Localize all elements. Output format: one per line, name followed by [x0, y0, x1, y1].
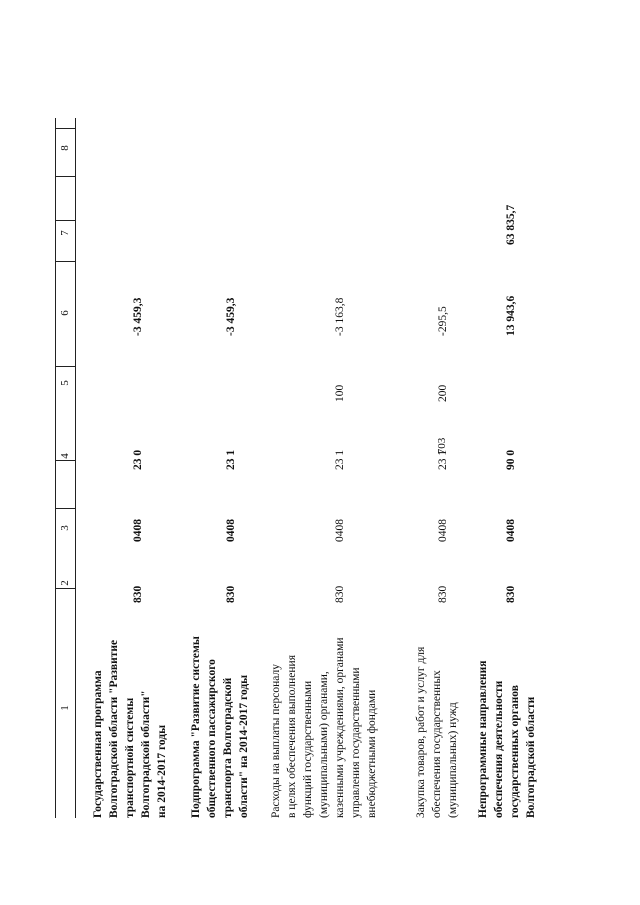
- row-1-value-6: -3 459,3: [132, 297, 144, 336]
- row-4-kind: 200: [437, 384, 449, 402]
- header-sep-8: [55, 128, 75, 129]
- header-sep-5: [55, 261, 75, 262]
- row-5-value-7: 63 835,7: [505, 204, 517, 245]
- budget-table: [55, 118, 575, 818]
- row-1-description: Государственная программа Волгоградской области "Развитие транспортной системы Волгоградской области" на 2014-2017 годы: [92, 639, 168, 818]
- row-2-section: 0408: [225, 519, 237, 542]
- row-4-code: 830: [437, 585, 449, 603]
- row-5-target: 90 0: [505, 449, 517, 470]
- row-3-target: 23 1: [334, 449, 346, 470]
- row-5-value-6: 13 943,6: [505, 295, 517, 336]
- page-number: 703: [436, 437, 448, 455]
- row-3-description: Расходы на выплаты персоналу в целях обеспечения выполнения функций государственными (муниципальными) органами, казенными учреждениями, органами управления государственными внебюджетными фондами: [270, 637, 378, 818]
- col-header-6: 6: [59, 310, 71, 316]
- header-sep-4: [55, 366, 75, 367]
- row-1-code: 830: [132, 585, 144, 603]
- header-divider: [75, 118, 76, 818]
- row-2-code: 830: [225, 585, 237, 603]
- header-sep-1: [55, 588, 75, 589]
- header-sep-2: [55, 508, 75, 509]
- header-sep-7: [55, 176, 75, 177]
- header-sep-3: [55, 460, 75, 461]
- row-2-value-6: -3 459,3: [225, 297, 237, 336]
- row-3-value-6: -3 163,8: [334, 297, 346, 336]
- table-top-border: [55, 118, 56, 818]
- row-1-target: 23 0: [132, 449, 144, 470]
- col-header-3: 3: [59, 525, 71, 531]
- row-2-description: Подпрограмма "Развитие системы общественного пассажирского транспорта Волгоградской области" на 2014-2017 годы: [190, 636, 250, 818]
- header-sep-6: [55, 220, 75, 221]
- col-header-8: 8: [59, 145, 71, 151]
- col-header-5: 5: [59, 380, 71, 386]
- row-2-target: 23 1: [225, 449, 237, 470]
- row-4-description: Закупка товаров, работ и услуг для обеспечения государственных (муниципальных) нужд: [415, 646, 459, 818]
- row-5-description: Непрограммные направления обеспечения деятельности государственных органов Волгоградской области: [477, 660, 537, 818]
- col-header-1: 1: [59, 705, 71, 711]
- col-header-2: 2: [59, 580, 71, 586]
- col-header-4: 4: [59, 453, 71, 459]
- row-3-kind: 100: [334, 384, 346, 402]
- row-4-target: 23 1: [437, 449, 449, 470]
- row-5-section: 0408: [505, 519, 517, 542]
- row-4-section: 0408: [437, 519, 449, 542]
- row-3-section: 0408: [334, 519, 346, 542]
- row-5-code: 830: [505, 585, 517, 603]
- row-4-value-6: -295,5: [437, 306, 449, 336]
- row-3-code: 830: [334, 585, 346, 603]
- col-header-7: 7: [59, 230, 71, 236]
- row-1-section: 0408: [132, 519, 144, 542]
